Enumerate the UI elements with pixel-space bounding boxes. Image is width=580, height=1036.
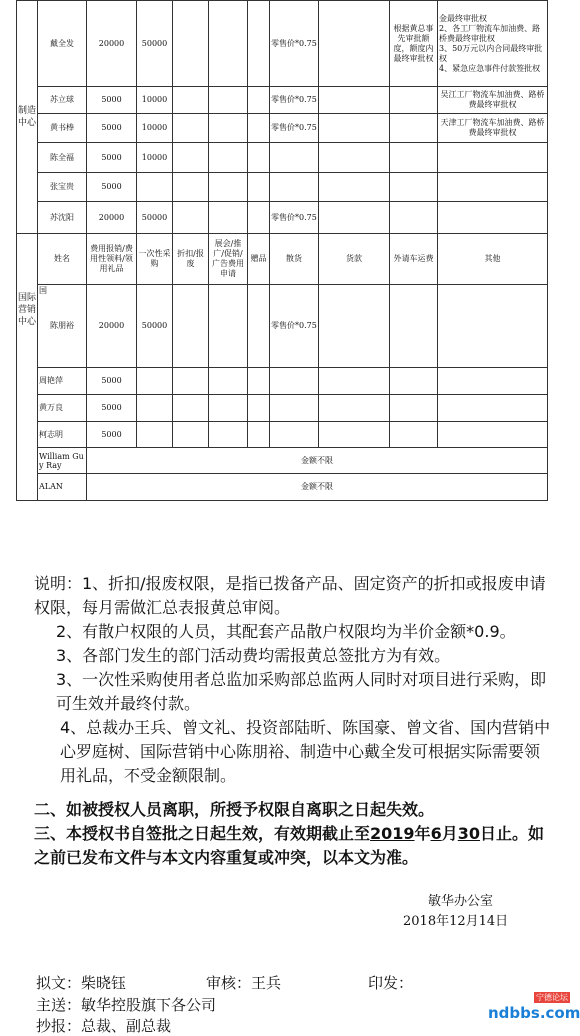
table-row bbox=[17, 114, 548, 143]
expense-cell: 5000 bbox=[87, 173, 137, 202]
loose-cell: 零售价*0.75 bbox=[270, 202, 319, 234]
name-cell: ALAN bbox=[38, 474, 87, 501]
table-row bbox=[17, 448, 548, 474]
name-cell: 苏立球 bbox=[38, 87, 87, 114]
paragraph-3: 三、本授权书自签批之日起生效，有效期截止至2019年6月30日止。如之前已发布文件与本文内容重复或冲突，以本文为准。 bbox=[34, 824, 545, 867]
header-freight: 外请车运费 bbox=[390, 234, 438, 285]
dept-international bbox=[17, 234, 38, 501]
note-2: 2、有散户权限的人员，其配套产品散户权限均为半价金额*0.9。 bbox=[56, 622, 516, 641]
name-cell: 周艳萍 bbox=[38, 368, 87, 395]
loose-cell: 零售价*0.75 bbox=[270, 285, 319, 368]
purchase-cell: 50000 bbox=[137, 202, 173, 234]
unlimited-cell: 金额不限 bbox=[87, 448, 548, 474]
name-cell: 苏沈阳 bbox=[38, 202, 87, 234]
expense-cell: 5000 bbox=[87, 143, 137, 173]
name-cell: 陈全福 bbox=[38, 143, 87, 173]
name-cell: 戴全发 bbox=[38, 1, 87, 87]
dept-international-label: 国际营销中心 bbox=[18, 293, 37, 327]
name-text: 陈朋裕 bbox=[50, 321, 74, 330]
purchase-cell: 10000 bbox=[137, 87, 173, 114]
unlimited-cell: 金额不限 bbox=[87, 474, 548, 501]
table-row bbox=[17, 143, 548, 173]
expense-cell: 5000 bbox=[87, 368, 137, 395]
copy-to: 抄报：总裁、副总裁 bbox=[36, 1017, 172, 1035]
expense-cell: 5000 bbox=[87, 395, 137, 422]
issuer: 敏华办公室 bbox=[428, 894, 494, 909]
name-cell: 张宝贵 bbox=[38, 173, 87, 202]
purchase-cell: 10000 bbox=[137, 114, 173, 143]
reviewed-by: 审核：王兵 bbox=[206, 974, 282, 992]
loose-cell: 零售价*0.75 bbox=[270, 87, 319, 114]
name-cell: 柯志明 bbox=[38, 422, 87, 448]
table-row bbox=[17, 202, 548, 234]
header-gift: 赠品 bbox=[248, 234, 270, 285]
expense-cell: 20000 bbox=[87, 1, 137, 87]
header-loose: 散货 bbox=[270, 234, 319, 285]
dept-mark: 国 bbox=[39, 286, 47, 295]
table-row bbox=[17, 422, 548, 448]
loose-cell: 零售价*0.75 bbox=[270, 1, 319, 87]
name-cell bbox=[38, 285, 87, 368]
note-1: 说明：1、折扣/报废权限，是指已拨备产品、固定资产的折扣或报废申请权限，每月需做汇总表报黄总审阅。 bbox=[34, 574, 546, 617]
other-cell: 吴江工厂物流车加油费、路桥费最终审批权 bbox=[438, 87, 548, 114]
issue-date: 2018年12月14日 bbox=[403, 914, 509, 929]
header-other: 其他 bbox=[438, 234, 548, 285]
table-row bbox=[17, 87, 548, 114]
header-discount: 折扣/报废 bbox=[173, 234, 209, 285]
authorization-table bbox=[16, 0, 548, 501]
note-4: 3、一次性采购使用者总监加采购部总监两人同时对项目进行采购，即可生效并最终付款。 bbox=[56, 670, 547, 713]
note-5: 4、总裁办王兵、曾文礼、投资部陆昕、陈国豪、曾文省、国内营销中心罗庭树、国际营销中心陈朋裕、制造中心戴全发可根据实际需要领用礼品，不受金额限制。 bbox=[60, 718, 551, 785]
watermark-tag: 宁德论坛 bbox=[536, 993, 568, 1002]
name-cell: 黄万良 bbox=[38, 395, 87, 422]
header-expense: 费用报销/费用性领料/领用礼品 bbox=[87, 234, 137, 285]
issued-by: 印发： bbox=[368, 974, 414, 992]
draft-by: 拟文：柴晓钰 bbox=[36, 974, 127, 992]
header-purchase: 一次性采购 bbox=[137, 234, 173, 285]
expense-cell: 20000 bbox=[87, 285, 137, 368]
table-row bbox=[17, 474, 548, 501]
loose-cell: 零售价*0.75 bbox=[270, 114, 319, 143]
purchase-cell: 50000 bbox=[137, 285, 173, 368]
name-cell: William Guy Ray bbox=[38, 448, 87, 474]
table-row bbox=[17, 368, 548, 395]
watermark-brand: ndbbs.com bbox=[488, 1004, 580, 1022]
table-row bbox=[17, 1, 548, 87]
table-row bbox=[17, 173, 548, 202]
mgr-cell: 根据黄总事先审批额度，额度内最终审批权 bbox=[390, 1, 438, 87]
header-exhibition: 展会/推广/促销/广告费用申请 bbox=[209, 234, 248, 285]
purchase-cell: 50000 bbox=[137, 1, 173, 87]
other-cell: 金最终审批权 2、各工厂物流车加油费、路桥费最终审批权 3、50万元以内合同最终审批权 4、紧急应急事件付款签批权 bbox=[438, 1, 548, 87]
note-3: 3、各部门发生的部门活动费均需报黄总签批方为有效。 bbox=[56, 646, 451, 665]
paragraph-2: 二、如被授权人员离职，所授予权限自离职之日起失效。 bbox=[34, 800, 435, 819]
table-header-row bbox=[17, 234, 548, 285]
notes-section bbox=[34, 572, 554, 870]
dept-manufacturing: 制造中心 bbox=[17, 1, 38, 234]
watermark-logo bbox=[488, 993, 580, 1022]
purchase-cell: 10000 bbox=[137, 143, 173, 173]
other-cell: 天津工厂物流车加油费、路桥费最终审批权 bbox=[438, 114, 548, 143]
expense-cell: 20000 bbox=[87, 202, 137, 234]
send-to: 主送：敏华控股旗下各公司 bbox=[36, 996, 217, 1014]
expense-cell: 5000 bbox=[87, 422, 137, 448]
header-payment: 货款 bbox=[319, 234, 390, 285]
table-row bbox=[17, 285, 548, 368]
table-row bbox=[17, 395, 548, 422]
expense-cell: 5000 bbox=[87, 114, 137, 143]
name-cell: 黄书棒 bbox=[38, 114, 87, 143]
header-name: 姓名 bbox=[38, 234, 87, 285]
expense-cell: 5000 bbox=[87, 87, 137, 114]
